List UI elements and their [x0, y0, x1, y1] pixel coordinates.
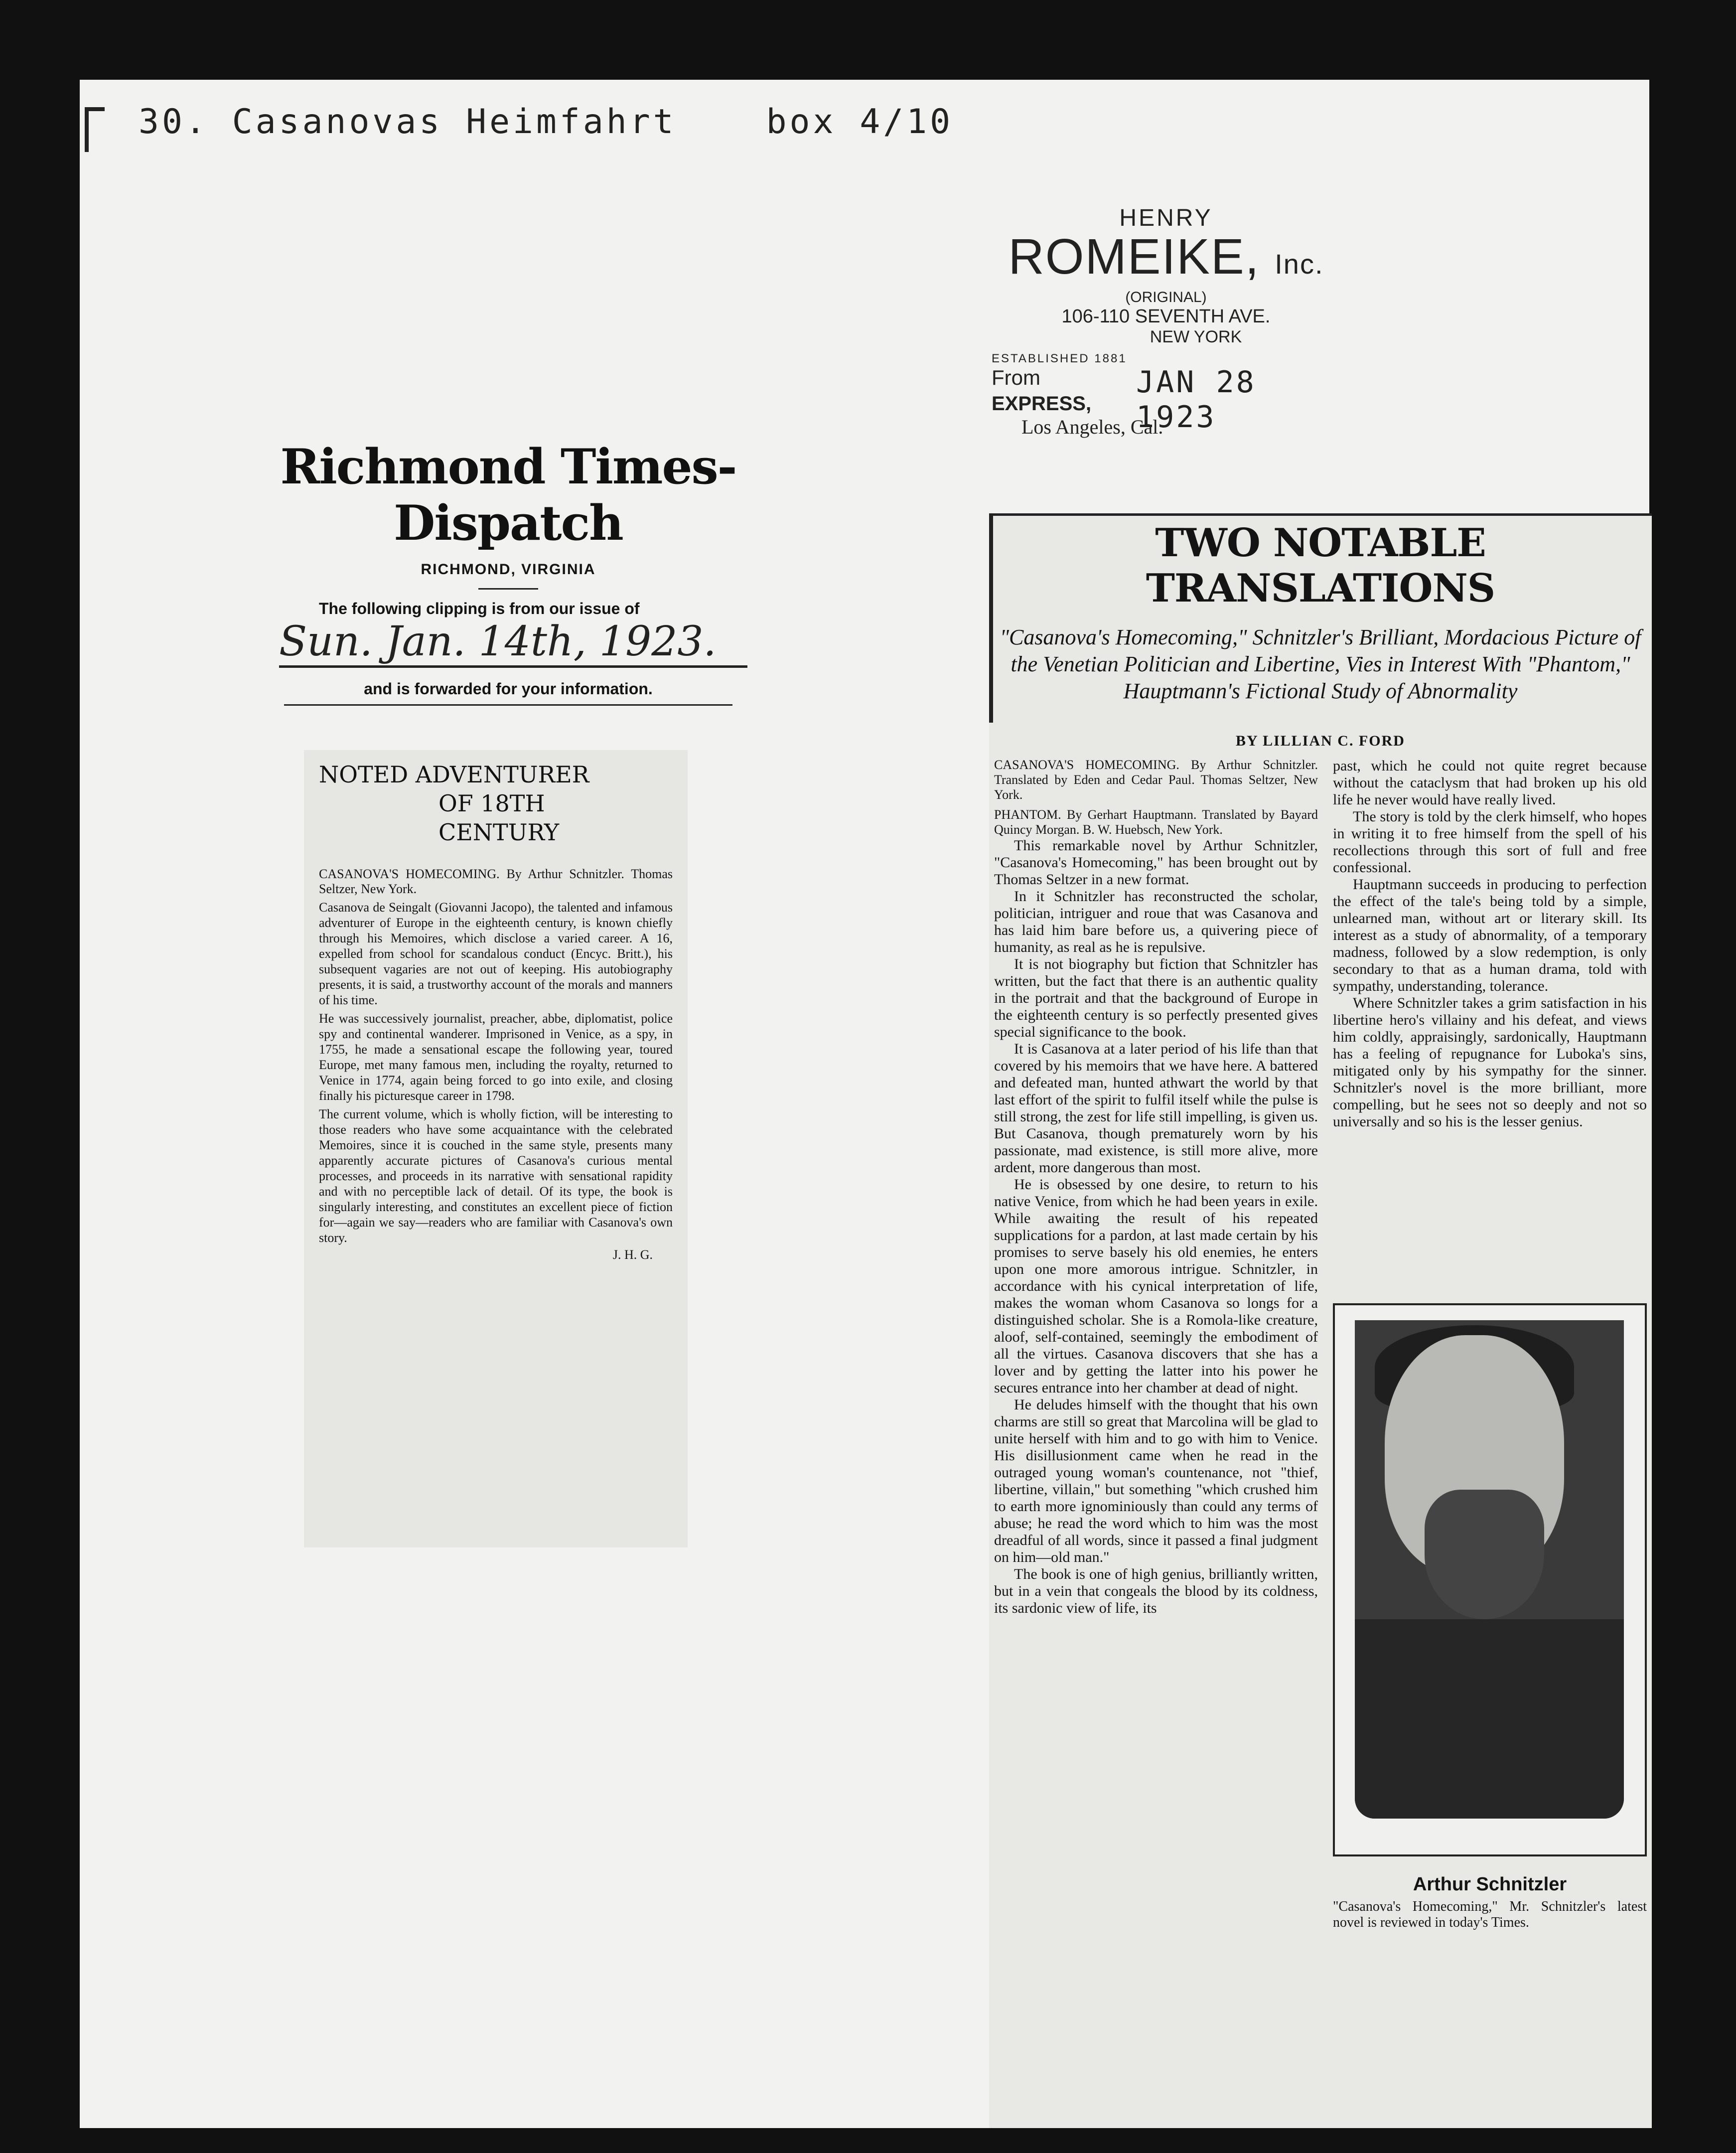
paragraph: The story is told by the clerk himself, who hopes in writing it to free himself from the spell of his recollections through this sort of full and free confessional. [1333, 808, 1647, 876]
romeike-address: 106-110 SEVENTH AVE. [1061, 306, 1271, 327]
handwritten-date: Sun. Jan. 14th, 1923. [279, 618, 717, 665]
romeike-established: ESTABLISHED 1881 [992, 352, 1127, 365]
paragraph: This remarkable novel by Arthur Schnitzler, "Casanova's Homecoming," has been brought out by Thomas Seltzer in a new format. [994, 837, 1318, 888]
portrait-frame [1333, 1303, 1647, 1856]
top-rule [989, 513, 1652, 516]
romeike-original: (ORIGINAL) [1125, 289, 1207, 306]
paragraph: He is obsessed by one desire, to return to his native Venice, from which he had been years in exile. While awaiting the result of his repeated supplications for a pardon, at last made certain by his promises to serve basely his old enemies, he enters upon one more amorous intrigue. Schnitzler, in accordance with his cynical interpretation of life, makes the woman whom Casanova so longs for a distinguished scholar. She is a Romola-like creature, aloof, self-contained, seemingly the embodiment of all the virtues. Casanova discovers that she has a lover and by getting the latter into his power he secures entrance into her chamber at dead of night. [994, 1176, 1318, 1396]
divider [284, 704, 732, 706]
right-deck: "Casanova's Homecoming," Schnitzler's Brilliant, Mordacious Picture of the Venetian Politician and Libertine, Vies in Interest With "Phantom," Hauptmann's Fictional Study of Abnormality [1000, 625, 1641, 703]
left-clipping [304, 750, 688, 1547]
biblio-casanova: CASANOVA'S HOMECOMING. By Arthur Schnitzler. Translated by Eden and Cedar Paul. Thomas Seltzer, New York. [994, 758, 1318, 802]
paragraph: Where Schnitzler takes a grim satisfaction in his libertine hero's villainy and his defeat, and views him coldly, appraisingly, sardonically, Hauptmann has a feeling of repugnance for Luboka's sins, mitigated only by his sympathy for the sinner. Schnitzler's novel is the more brilliant, more compelling, but he sees not so deeply and not so universally and so his is the lesser genius. [1333, 995, 1647, 1130]
romeike-from: From [992, 366, 1040, 389]
richmond-masthead: Richmond Times-Dispatch [280, 439, 736, 551]
schnitzler-portrait [1355, 1320, 1624, 1819]
right-column-2 [1333, 758, 1647, 1130]
richmond-line2: and is forwarded for your information. [364, 680, 653, 698]
paragraph: Hauptmann succeeds in producing to perfection the effect of the tale's being told by a simple, unlearned man, without art or literary skill. Its interest as a study of abnormality, of a temporary madness, followed by a slow redemption, is only secondary to that as a human drama, told with sympathy, understanding, tolerance. [1333, 876, 1647, 994]
paragraph: He deludes himself with the thought that his own charms are still so great that Marcolina will be glad to unite herself with him and to go with him to Venice. His disillusionment came when he read in the outraged young woman's countenance, not "thief, libertine, villain," but something "which crushed him to earth more ignominiously than could any terms of abuse; he read the word which to him was the most dreadful of all words, since it passed a final judgment on him—old man." [994, 1396, 1318, 1565]
left-body-1: Casanova de Seingalt (Giovanni Jacopo), the talented and infamous adventurer of Europe in the eighteenth century, is known chiefly through his Memoires, which disclose a varied career. A 16, expelled from school for scandalous conduct (Encyc. Britt.), his subsequent vagaries are not out of keeping. His autobiography presents, it is said, a trustworthy account of the morals and manners of his time. [319, 900, 673, 1007]
right-title: TWO NOTABLE TRANSLATIONS [1146, 520, 1495, 611]
left-signature: J. H. G. [612, 1247, 653, 1262]
box-label: box 4/10 [766, 102, 954, 142]
romeike-henry: HENRY [1119, 205, 1213, 231]
romeike-inc: Inc. [1275, 248, 1324, 280]
romeike-stamp [992, 204, 1340, 439]
romeike-city: NEW YORK [1150, 327, 1242, 346]
right-column-1 [994, 758, 1318, 1617]
corner-mark-top [85, 107, 105, 111]
romeike-location: Los Angeles, Cal. [1021, 416, 1163, 438]
portrait-beard [1425, 1490, 1544, 1619]
romeike-name [992, 229, 1340, 289]
left-biblio: CASANOVA'S HOMECOMING. By Arthur Schnitzler. Thomas Seltzer, New York. [319, 867, 673, 896]
romeike-name-text: ROMEIKE, [1008, 229, 1260, 285]
corner-mark [85, 107, 89, 152]
richmond-line1: The following clipping is from our issue of [319, 600, 640, 617]
archive-header [139, 102, 953, 142]
divider [478, 588, 538, 590]
divider [279, 665, 747, 668]
headline-line1: NOTED ADVENTURER [319, 761, 589, 788]
folder-label: 30. Casanovas Heimfahrt [139, 102, 677, 142]
date-stamp: JAN 28 1923 [1136, 365, 1256, 435]
paragraph: It is Casanova at a later period of his life than that covered by his memoirs that we have here. A battered and defeated man, hunted athwart the world by that last effort of the spirit to fulfil itself while the pulse is still strong, the zest for life still impelling, is given us. But Casanova, though prematurely worn by his passionate, mad existence, is still more alive, more ardent, more dangerous than most. [994, 1041, 1318, 1176]
paragraph: It is not biography but fiction that Schnitzler has written, but the fact that there is an authentic quality in the portrait and that the background of Europe in the eighteenth century is so perfectly presented gives special significance to the book. [994, 956, 1318, 1040]
paragraph: In it Schnitzler has reconstructed the scholar, politician, intriguer and roue that was Casanova and has laid him bare before us, a quivering piece of humanity, as real as he is repulsive. [994, 888, 1318, 955]
richmond-slip [259, 439, 757, 706]
portrait-caption-text: "Casanova's Homecoming," Mr. Schnitzler's latest novel is reviewed in today's Times. [1333, 1899, 1647, 1930]
left-body-3: The current volume, which is wholly fiction, will be interesting to those readers who have some acquaintance with the celebrated Memoires, since it is couched in the same style, presents many apparently accurate pictures of Casanova's curious mental processes, and proceeds in its narrative with sensational rapidity and with no perceptible lack of detail. Of its type, the book is singularly interesting, and constitutes an excellent piece of fiction for—again we say—readers who are familiar with Casanova's own story. [319, 1107, 673, 1245]
paragraph: past, which he could not quite regret because without the cataclysm that had broken up his old life he never would have really lived. [1333, 758, 1647, 808]
left-headline [319, 760, 673, 847]
richmond-city: RICHMOND, VIRGINIA [421, 561, 596, 578]
right-byline: BY LILLIAN C. FORD [1236, 733, 1405, 749]
portrait-coat [1355, 1619, 1624, 1819]
column-rule [989, 513, 993, 723]
portrait-caption-name: Arthur Schnitzler [1413, 1874, 1567, 1895]
headline-line2: OF 18TH CENTURY [438, 790, 560, 846]
biblio-phantom: PHANTOM. By Gerhart Hauptmann. Translated by Bayard Quincy Morgan. B. W. Huebsch, New York. [994, 807, 1318, 837]
romeike-paper: EXPRESS, [992, 393, 1092, 415]
paragraph: The book is one of high genius, brilliantly written, but in a vein that congeals the blood by its coldness, its sardonic view of life, its [994, 1566, 1318, 1616]
right-clipping [989, 513, 1652, 2128]
left-body-2: He was successively journalist, preacher, abbe, diplomatist, police spy and continental wanderer. Imprisoned in Venice, as a spy, in 1755, he made a sensational escape the following year, toured Europe, met many famous men, including the royalty, returned to Venice in 1774, again being forced to go into exile, and closing finally his picturesque career in 1798. [319, 1011, 673, 1103]
